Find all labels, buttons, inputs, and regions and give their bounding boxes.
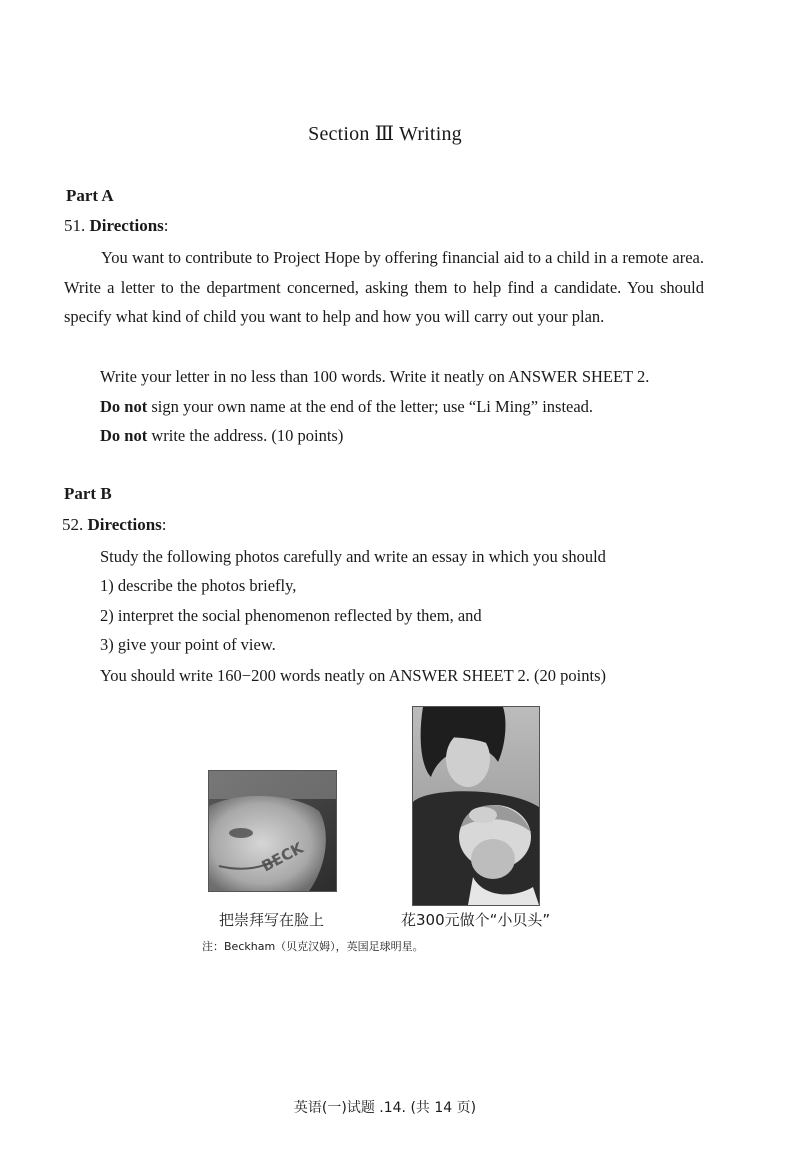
part-b-intro: Study the following photos carefully and write an essay in which you should [100,547,606,566]
left-photo-caption: 把崇拜写在脸上 [219,911,325,929]
face-painting-image [209,771,336,891]
face-paint-lettering: BECK [258,838,307,876]
photo-face-painting [208,770,337,892]
part-b-item-3: 3) give your point of view. [100,635,276,654]
part-a-address-instruction [100,426,343,446]
address-instruction-text: write the address. (10 points) [147,426,344,445]
right-photo-caption: 花300元做个“小贝头” [401,911,551,929]
section-title: Section Ⅲ Writing [308,123,462,145]
directions-label: Directions [89,216,164,235]
photo-haircut [412,706,540,906]
name-instruction-text: sign your own name at the end of the letter; use “Li Ming” instead. [147,397,594,416]
photo-footnote: 注：Beckham（贝克汉姆），英国足球明星。 [202,940,424,953]
question-number: 51. [64,216,86,235]
part-a-name-instruction [100,397,593,417]
haircut-image [413,707,539,905]
part-a-heading: Part A [66,186,114,205]
directions-colon: : [161,515,167,534]
part-b-heading: Part B [64,484,112,503]
part-a-directions-paragraph: You want to contribute to Project Hope by offering financial aid to a child in a remote area. Write a letter to the department concerned, asking them to help find a candidate. You should specify what kind of child you want to help and how you will carry out your plan. [64,248,704,326]
part-b-item-1: 1) describe the photos briefly, [100,576,297,595]
part-a-word-requirement: Write your letter in no less than 100 words. Write it neatly on ANSWER SHEET 2. [100,367,650,386]
question-52-header [62,515,167,535]
do-not-emphasis: Do not [100,426,148,445]
page-footer: 英语(一)试题 .14. (共 14 页) [293,1100,477,1116]
part-b-item-2: 2) interpret the social phenomenon reflected by them, and [100,606,482,625]
question-51-header [64,216,169,236]
do-not-emphasis: Do not [100,397,148,416]
directions-label: Directions [87,515,162,534]
directions-colon: : [163,216,169,235]
question-number: 52. [62,515,84,534]
part-b-word-requirement: You should write 160−200 words neatly on ANSWER SHEET 2. (20 points) [100,666,606,685]
